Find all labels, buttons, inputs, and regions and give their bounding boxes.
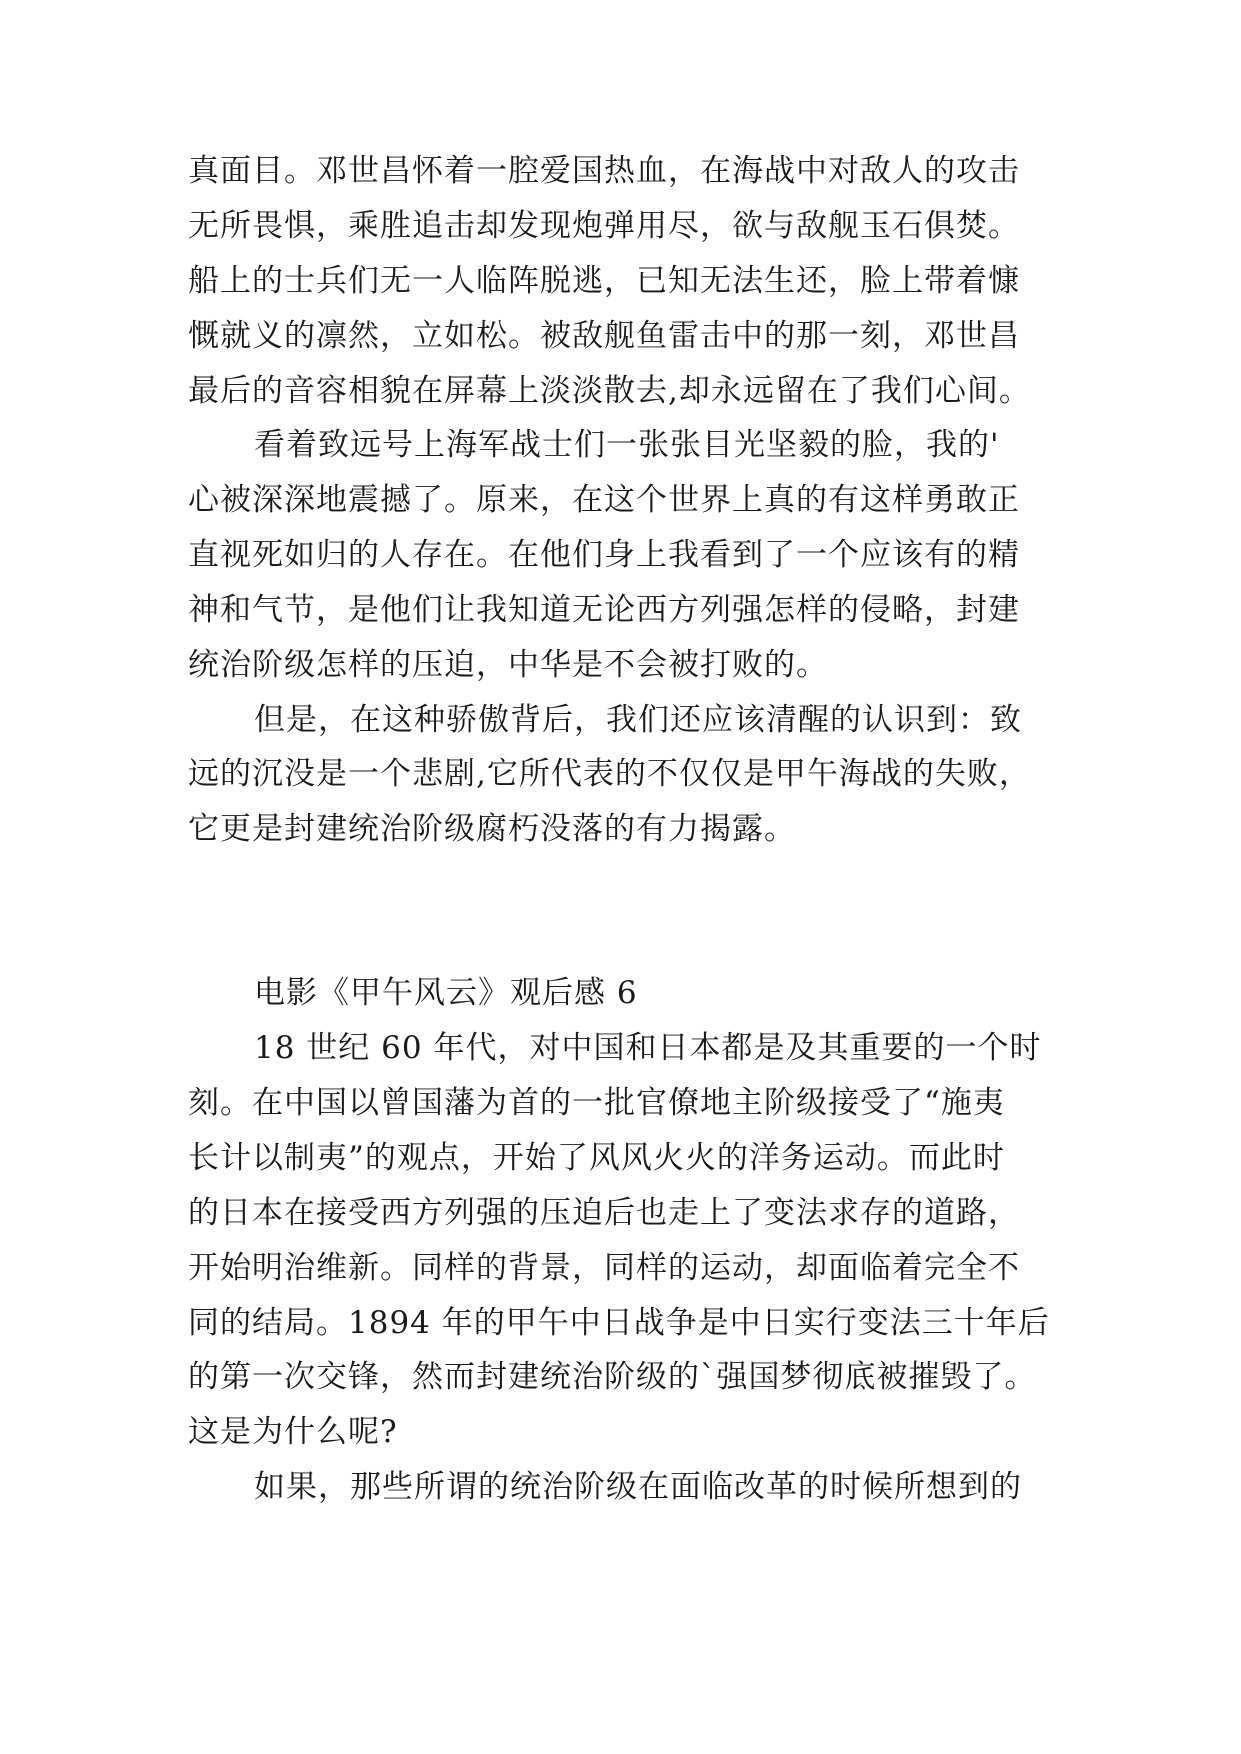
text-line: 无所畏惧，乘胜追击却发现炮弹用尽，欲与敌舰玉石俱焚。 bbox=[188, 208, 1020, 244]
text-line: 的第一次交锋，然而封建统治阶级的`强国梦彻底被摧毁了。 bbox=[188, 1359, 1037, 1395]
section-heading: 电影《甲午风云》观后感 6 bbox=[254, 975, 638, 1011]
paragraph-first-line: 18 世纪 60 年代，对中国和日本都是及其重要的一个时 bbox=[254, 1030, 1042, 1066]
text-line: 长计以制夷”的观点，开始了风风火火的洋务运动。而此时 bbox=[188, 1140, 1005, 1176]
text-line: 开始明治维新。同样的背景，同样的运动，却面临着完全不 bbox=[188, 1250, 1020, 1286]
text-line: 慨就义的凛然，立如松。被敌舰鱼雷击中的那一刻，邓世昌 bbox=[188, 318, 1020, 354]
text-line: 心被深深地震撼了。原来，在这个世界上真的有这样勇敢正 bbox=[188, 482, 1020, 518]
text-line: 真面目。邓世昌怀着一腔爱国热血，在海战中对敌人的攻击 bbox=[188, 153, 1020, 189]
paragraph-first-line: 看着致远号上海军战士们一张张目光坚毅的脸，我的' bbox=[254, 427, 1000, 463]
text-line: 神和气节，是他们让我知道无论西方列强怎样的侵略，封建 bbox=[188, 592, 1020, 628]
paragraph-first-line: 如果，那些所谓的统治阶级在面临改革的时候所想到的 bbox=[254, 1469, 1022, 1505]
text-line: 它更是封建统治阶级腐朽没落的有力揭露。 bbox=[188, 811, 796, 847]
paragraph-first-line: 但是，在这种骄傲背后，我们还应该清醒的认识到：致 bbox=[254, 702, 1022, 738]
text-line: 这是为什么呢? bbox=[188, 1414, 398, 1450]
text-line: 统治阶级怎样的压迫，中华是不会被打败的。 bbox=[188, 647, 828, 683]
text-line: 船上的士兵们无一人临阵脱逃，已知无法生还，脸上带着慷 bbox=[188, 263, 1020, 299]
text-line: 最后的音容相貌在屏幕上淡淡散去,却永远留在了我们心间。 bbox=[188, 373, 1031, 409]
text-line: 直视死如归的人存在。在他们身上我看到了一个应该有的精 bbox=[188, 537, 1020, 573]
text-line: 刻。在中国以曾国藩为首的一批官僚地主阶级接受了“施夷 bbox=[188, 1085, 1005, 1121]
text-line: 的日本在接受西方列强的压迫后也走上了变法求存的道路， bbox=[188, 1195, 1020, 1231]
text-line: 同的结局。1894 年的甲午中日战争是中日实行变法三十年后 bbox=[188, 1305, 1050, 1341]
text-line: 远的沉没是一个悲剧,它所代表的不仅仅是甲午海战的失败， bbox=[188, 756, 1031, 792]
